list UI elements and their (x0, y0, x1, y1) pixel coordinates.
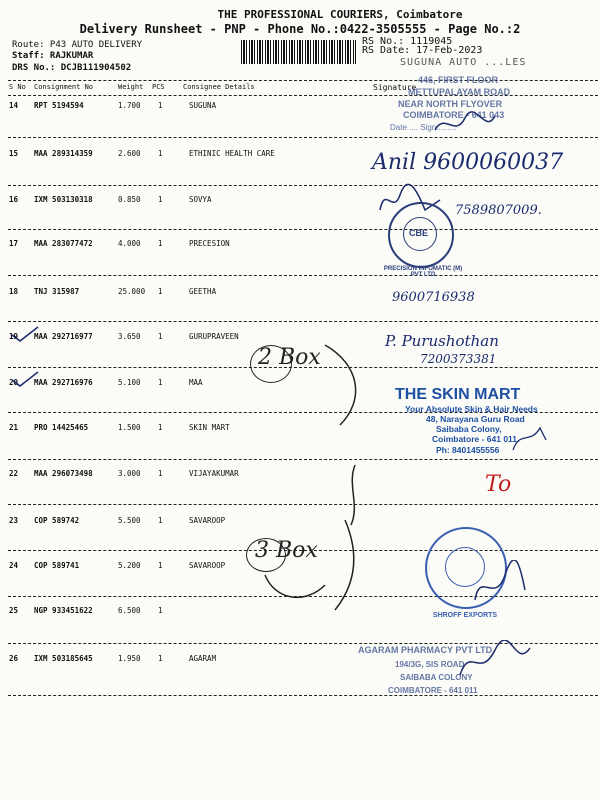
skin-mart-phone: Ph: 8401455556 (436, 445, 500, 455)
table-row (8, 239, 600, 253)
handwritten-phone-row15: Anil 9600060037 (372, 150, 564, 175)
row-weight: 6.500 (118, 606, 141, 615)
row-pcs: 1 (158, 654, 163, 663)
suguna-stamp-title: SUGUNA AUTO ...LES (400, 57, 527, 68)
row-consignment: MAA 289314359 (34, 149, 93, 158)
row-weight: 4.000 (118, 239, 141, 248)
row-consignment: IXM 503130318 (34, 195, 93, 204)
rs-number: RS No.: 1119045 (362, 36, 453, 47)
handwritten-box-count-23: 3 Box (255, 538, 318, 563)
row-pcs: 1 (158, 101, 163, 110)
suguna-stamp-line2: METTUPALAYAM ROAD (408, 87, 511, 97)
agaram-stamp-address-1: 194/3G, SIS ROAD (395, 660, 465, 669)
row-consignee: ETHINIC HEALTH CARE (189, 149, 275, 158)
row-pcs: 1 (158, 195, 163, 204)
suguna-stamp-line4: COIMBATORE - 641 043 (403, 110, 505, 120)
row-weight: 1.700 (118, 101, 141, 110)
row-consignment: TNJ 315987 (34, 287, 80, 296)
suguna-stamp-line1: 446, FIRST FLOOR (418, 75, 499, 85)
row-pcs: 1 (158, 332, 163, 341)
col-consignee: Consignee Details (183, 83, 255, 91)
row-consignee: GEETHA (189, 287, 217, 296)
row-sno: 16 (9, 195, 19, 204)
row-divider (8, 321, 598, 322)
route-label: Route: P43 AUTO DELIVERY (12, 40, 143, 50)
row-consignment: COP 589741 (34, 561, 80, 570)
row-consignee: SUGUNA (189, 101, 217, 110)
row-pcs: 1 (158, 469, 163, 478)
skin-mart-address-3: Coimbatore - 641 011. (432, 434, 520, 444)
row-pcs: 1 (158, 287, 163, 296)
staff-label: Staff: RAJKUMAR (12, 51, 94, 61)
row-divider (8, 137, 598, 138)
row-weight: 5.100 (118, 378, 141, 387)
row-sno: 21 (9, 423, 19, 432)
row-consignee: VIJAYAKUMAR (189, 469, 239, 478)
row-divider (8, 185, 598, 186)
row-weight: 3.000 (118, 469, 141, 478)
skin-mart-title: THE SKIN MART (395, 386, 521, 403)
row-weight: 0.850 (118, 195, 141, 204)
shroff-stamp-ring-text: SHROFF EXPORTS (432, 612, 498, 619)
row-consignee: AGARAM (189, 654, 217, 663)
skin-mart-tagline: Your Absolute Skin & Hair Needs (405, 404, 538, 414)
row-sno: 17 (9, 239, 19, 248)
handwritten-phone-row16: 7589807009. (455, 203, 542, 218)
tick-mark (10, 325, 40, 345)
col-signature: Signature (373, 83, 417, 92)
bracket-stroke (245, 515, 365, 615)
precision-stamp-ring-text: PRECISION INFOMATIC (M) PVT LTD (383, 266, 463, 278)
row-pcs: 1 (158, 561, 163, 570)
row-consignment: IXM 503185645 (34, 654, 93, 663)
row-consignment: MAA 296073498 (34, 469, 93, 478)
row-pcs: 1 (158, 149, 163, 158)
rs-date: RS Date: 17-Feb-2023 (362, 45, 483, 56)
row-consignee: PRECESION (189, 239, 230, 248)
col-sno: S No (9, 83, 26, 91)
tick-mark (10, 370, 40, 390)
row-sno: 23 (9, 516, 19, 525)
bracket-stroke (265, 340, 375, 430)
handwritten-box-count-20: 2 Box (258, 345, 321, 370)
row-sno: 24 (9, 561, 19, 570)
row-consignment: RPT 5194594 (34, 101, 84, 110)
row-consignment: COP 589742 (34, 516, 80, 525)
row-sno: 14 (9, 101, 19, 110)
agaram-stamp-address-3: COIMBATORE - 641 011 (388, 686, 478, 695)
agaram-stamp-address-2: SAIBABA COLONY (400, 673, 473, 682)
row-consignment: MAA 292716976 (34, 378, 93, 387)
col-consignment: Consignment No (34, 83, 94, 91)
row-consignee: MAA (189, 378, 203, 387)
agaram-stamp-name: AGARAM PHARMACY PVT LTD (358, 645, 493, 655)
row-weight: 2.600 (118, 149, 141, 158)
row-sno: 26 (9, 654, 19, 663)
skin-mart-address-2: Saibaba Colony, (436, 424, 502, 434)
row-weight: 3.650 (118, 332, 141, 341)
row-consignment: MAA 283077472 (34, 239, 93, 248)
table-row (8, 287, 600, 301)
handwritten-name-row19: P. Purushothan (385, 332, 499, 350)
precision-stamp-center: CBE (409, 228, 429, 238)
row-divider (8, 229, 598, 230)
row-consignment: MAA 292716977 (34, 332, 93, 341)
row-weight: 1.500 (118, 423, 141, 432)
row-weight: 25.000 (118, 287, 146, 296)
row-divider (8, 275, 598, 276)
barcode-image (241, 40, 356, 64)
col-weight: Weight (118, 83, 144, 91)
row-consignment: NGP 933451622 (34, 606, 93, 615)
row-consignee: SAVAROOP (189, 561, 226, 570)
row-weight: 5.200 (118, 561, 141, 570)
table-header (8, 81, 600, 95)
handwritten-phone-row18: 9600716938 (392, 290, 475, 305)
row-weight: 1.950 (118, 654, 141, 663)
table-row (8, 101, 600, 115)
signature-scribble (510, 425, 550, 455)
skin-mart-address-1: 48, Narayana Guru Road (426, 414, 525, 424)
suguna-stamp-line3: NEAR NORTH FLYOVER (398, 99, 503, 109)
col-pcs: PCS (152, 83, 165, 91)
row-sno: 20 (9, 378, 19, 387)
row-pcs: 1 (158, 378, 163, 387)
row-divider (8, 695, 598, 696)
row-divider (8, 459, 598, 460)
row-consignee: SKIN MART (189, 423, 230, 432)
row-sno: 18 (9, 287, 19, 296)
row-consignee: GURUPRAVEEN (189, 332, 239, 341)
runsheet-title: Delivery Runsheet - PNP - Phone No.:0422-3505555 - Page No.:2 (79, 22, 521, 36)
signature-scribble (430, 110, 500, 138)
signature-scribble (470, 560, 530, 610)
drs-number: DRS No.: DCJB111904502 (12, 63, 132, 73)
row-sno: 25 (9, 606, 19, 615)
row-consignee: SAVAROOP (189, 516, 226, 525)
row-pcs: 1 (158, 239, 163, 248)
handwritten-phone-row19: 7200373381 (420, 352, 497, 366)
suguna-stamp-date-sign: Date .... Sign......... (390, 123, 457, 132)
row-sno: 15 (9, 149, 19, 158)
row-pcs: 1 (158, 606, 163, 615)
row-consignee: SOVYA (189, 195, 212, 204)
row-weight: 5.500 (118, 516, 141, 525)
row-consignment: PRO 14425465 (34, 423, 89, 432)
row-divider (8, 504, 598, 505)
row-pcs: 1 (158, 423, 163, 432)
handwritten-red-to: To (485, 472, 512, 497)
signature-scribble (455, 640, 535, 685)
row-pcs: 1 (158, 516, 163, 525)
row-sno: 22 (9, 469, 19, 478)
row-sno: 19 (9, 332, 19, 341)
company-name: THE PROFESSIONAL COURIERS, Coimbatore (217, 8, 463, 21)
